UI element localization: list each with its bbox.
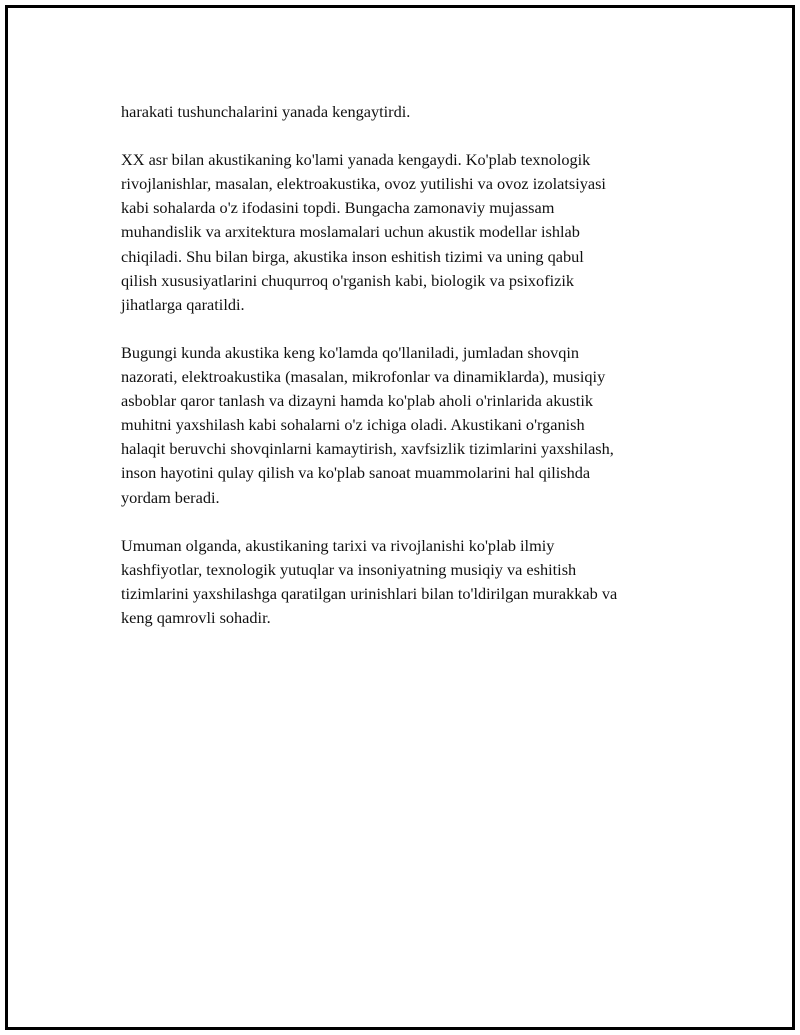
paragraph-continuation: harakati tushunchalarini yanada kengaytirdi. (121, 102, 411, 121)
document-page (5, 5, 795, 1030)
paragraph-modern-applications: Bugungi kunda akustika keng ko'lamda qo'llaniladi, jumladan shovqin nazorati, elektroakustika (masalan, mikrofonlar va dinamiklarda), musiqiy asboblar qaror tanlash va dizayni hamda ko'plab aholi o'rinlarida akustik muhitni yaxshilash kabi sohalarni o'z ichiga oladi. Akustikani o'rganish halaqit beruvchi shovqinlarni kamaytirish, xavfsizlik tizimlarini yaxshilash, inson hayotini qulay qilish va ko'plab sanoat muammolarini hal qilishda yordam beradi. (121, 342, 614, 507)
paragraph-conclusion: Umuman olganda, akustikaning tarixi va rivojlanishi ko'plab ilmiy kashfiyotlar, texnologik yutuqlar va insoniyatning musiqiy va eshitish tizimlarini yaxshilashga qaratilgan urinishlari bilan to'ldirilgan murakkab va keng qamrovli sohadir. (121, 535, 618, 627)
document-body (121, 100, 696, 654)
paragraph-20th-century: XX asr bilan akustikaning ko'lami yanada kengaydi. Ko'plab texnologik rivojlanishlar, masalan, elektroakustika, ovoz yutilishi va ovoz izolatsiyasi kabi sohalarda o'z ifodasini topdi. Bungacha zamonaviy mujassam muhandislik va arxitektura moslamalari uchun akustik modellar ishlab chiqiladi. Shu bilan birga, akustika inson eshitish tizimi va uning qabul qilish xususiyatlarini chuqurroq o'rganish kabi, biologik va psixofizik jihatlarga qaratildi. (121, 150, 606, 314)
